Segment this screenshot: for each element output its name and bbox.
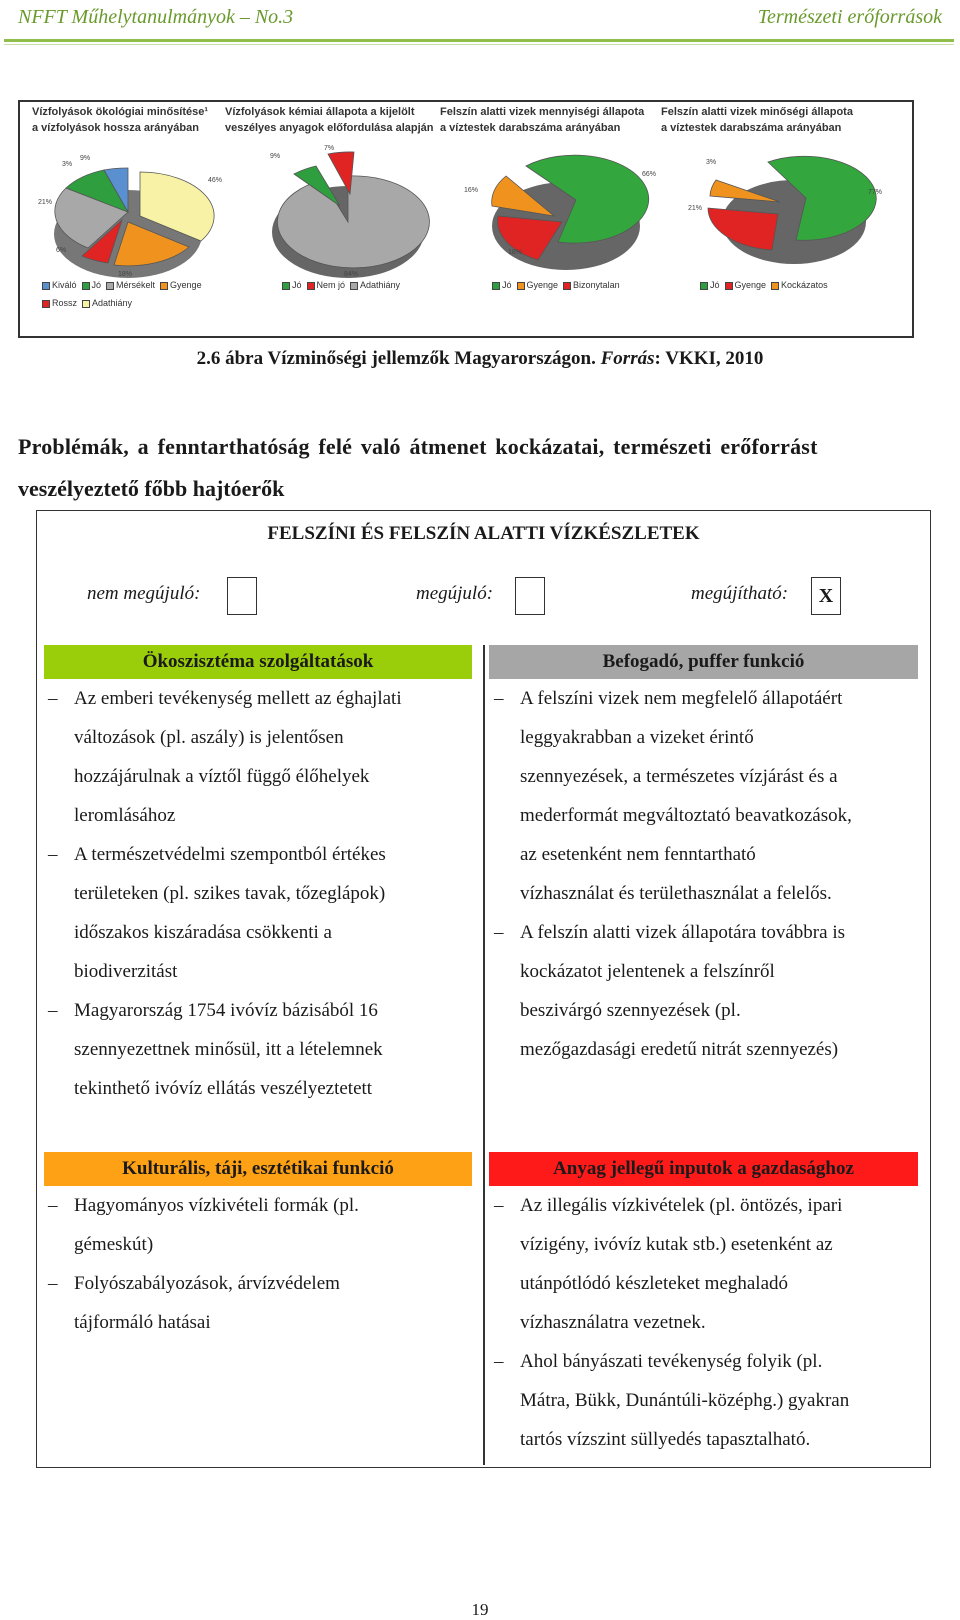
bullet-line: A természetvédelmi szempontból értékes (74, 844, 386, 865)
bullet-dash: – (48, 1195, 58, 1216)
legend-swatch (42, 282, 50, 290)
pie-1-label: 18% (118, 271, 133, 278)
legend-swatch (517, 282, 525, 290)
bullet-line: vízigény, ivóvíz kutak stb.) esetenként az (520, 1234, 833, 1255)
legend-swatch (563, 282, 571, 290)
bullet-line: Ahol bányászati tevékenység folyik (pl. (520, 1351, 823, 1372)
pie-2-label: 9% (270, 153, 281, 160)
bullet-line: tájformáló hatásai (74, 1312, 211, 1333)
bullet-dash: – (494, 1195, 504, 1216)
legend-label: Rossz (52, 298, 78, 308)
header-chapter: Természeti erőforrások (757, 6, 942, 28)
bullet-item (45, 835, 475, 991)
legend-item (350, 280, 400, 290)
pie-3-label: 18% (508, 249, 523, 256)
section-head-okoszisztema: Ökoszisztéma szolgáltatások (44, 645, 472, 679)
legend-item (563, 280, 620, 290)
header-publication: NFFT Műhelytanulmányok – No.3 (18, 6, 294, 28)
caption-source-label: Forrás (600, 348, 655, 369)
bullet-dash: – (48, 844, 58, 865)
bullet-dash: – (48, 1273, 58, 1294)
bullet-line: Az illegális vízkivételek (pl. öntözés, ipari (520, 1195, 843, 1216)
pie-3-title-line: a víztestek darabszáma arányában (440, 122, 621, 134)
legend-swatch (282, 282, 290, 290)
bullet-line: utánpótlódó készleteket meghaladó (520, 1273, 789, 1294)
checkbox-megujulo[interactable] (515, 577, 545, 615)
legend-label: Gyenge (526, 280, 559, 290)
bullet-line: leggyakrabban a vizeket érintő (520, 727, 754, 748)
pie-2-legend (282, 276, 405, 294)
bullet-line: A felszín alatti vizek állapotára továbbra is (520, 922, 845, 943)
legend-row (700, 276, 833, 294)
section-head-befogado: Befogadó, puffer funkció (489, 645, 918, 679)
legend-swatch (160, 282, 168, 290)
section-head-anyag: Anyag jellegű inputok a gazdasághoz (489, 1152, 918, 1186)
bullet-line: beszivárgó szennyezések (pl. (520, 1000, 741, 1021)
pie-4-title (661, 104, 853, 136)
bullet-line: változások (pl. aszály) is jelentősen (74, 727, 344, 748)
bullet-item (491, 913, 923, 1069)
legend-label: Jó (710, 280, 720, 290)
pie-1-title-line: Vízfolyások ökológiai minősítése¹ (32, 106, 209, 118)
legend-item (307, 280, 346, 290)
caption-main: 2.6 ábra Vízminőségi jellemzők Magyarországon. (196, 348, 596, 369)
pie-1-label: 3% (62, 161, 73, 168)
checkbox-label-megujulo: megújuló: (416, 583, 494, 604)
legend-label: Adathiány (360, 280, 401, 290)
bullet-line: mezőgazdasági eredetű nitrát szennyezés) (520, 1039, 839, 1060)
bullet-dash: – (48, 1000, 58, 1021)
legend-swatch (350, 282, 358, 290)
bullet-line: mederformát megváltoztató beavatkozások, (520, 805, 852, 826)
water-resources-box (36, 510, 931, 1468)
checkbox-label-megujithato: megújítható: (691, 583, 789, 604)
pie-2-title (225, 104, 433, 136)
legend-swatch (106, 282, 114, 290)
bullet-dash: – (494, 1351, 504, 1372)
legend-label: Bizonytalan (573, 280, 620, 290)
pie-slice-gyenge (708, 208, 778, 250)
legend-item (82, 298, 132, 308)
bullet-line: vízhasználatra vezetnek. (520, 1312, 706, 1333)
legend-item (517, 280, 559, 290)
water-quality-figure (18, 100, 914, 338)
pie-4-groundwater-quality (676, 142, 896, 282)
bullet-line: leromlásához (74, 805, 176, 826)
pie-1-title-line: a vízfolyások hossza arányában (32, 122, 199, 134)
pie-2-title-line: veszélyes anyagok előfordulása alapján (225, 122, 434, 134)
pie-4-label: 3% (706, 159, 717, 166)
pie-2-title-line: Vízfolyások kémiai állapota a kijelölt (225, 106, 415, 118)
pie-3-legend (492, 276, 625, 294)
pie-2-label: 7% (324, 145, 335, 152)
legend-item (492, 280, 512, 290)
legend-label: Kiváló (52, 280, 77, 290)
legend-label: Jó (502, 280, 512, 290)
legend-label: Gyenge (170, 280, 202, 290)
bullet-dash: – (494, 922, 504, 943)
bullet-line: biodiverzitást (74, 961, 178, 982)
bullet-line: területeken (pl. szikes tavak, tőzeglápok) (74, 883, 386, 904)
legend-label: Mérsékelt (116, 280, 156, 290)
bullet-item (491, 1342, 923, 1459)
checkbox-label-nem-megujulo: nem megújuló: (87, 583, 201, 604)
bullet-line: gémeskút) (74, 1234, 154, 1255)
legend-swatch (492, 282, 500, 290)
legend-label: Gyenge (734, 280, 767, 290)
bullets-befogado (491, 679, 923, 1069)
bullet-line: tartós vízszint süllyedés tapasztalható. (520, 1429, 811, 1450)
pie-3-groundwater-quantity (456, 142, 656, 282)
legend-label: Adathiány (92, 298, 133, 308)
bullet-line: tekinthető ivóvíz ellátás veszélyeztetett (74, 1078, 373, 1099)
pie-4-label: 21% (688, 205, 703, 212)
legend-item (725, 280, 767, 290)
checkbox-nem-megujulo[interactable] (227, 577, 257, 615)
bullet-dash: – (494, 688, 504, 709)
bullets-anyag (491, 1186, 923, 1459)
page-number: 19 (471, 1600, 489, 1619)
bullet-line: szennyezettnek minősül, itt a lételemnek (74, 1039, 383, 1060)
header-rule-thin (4, 44, 954, 45)
section-head-kulturalis: Kulturális, táji, esztétikai funkció (44, 1152, 472, 1186)
legend-label: Kockázatos (781, 280, 828, 290)
pie-3-title-line: Felszín alatti vizek mennyiségi állapota (440, 106, 645, 118)
legend-swatch (700, 282, 708, 290)
bullet-line: hozzájárulnak a víztől függő élőhelyek (74, 766, 370, 787)
pie-4-legend (700, 276, 833, 294)
box-title: FELSZÍNI ÉS FELSZÍN ALATTI VÍZKÉSZLETEK (267, 523, 700, 544)
legend-row (492, 276, 625, 294)
running-header (18, 0, 942, 40)
bullet-line: kockázatot jelentenek a felszínről (520, 961, 775, 982)
bullet-item (45, 1264, 475, 1342)
pie-1-ecological-status (28, 142, 228, 282)
column-divider (483, 645, 485, 1465)
bullet-line: A felszíni vizek nem megfelelő állapotáért (520, 688, 843, 709)
legend-item (42, 280, 77, 290)
legend-label: Nem jó (316, 280, 346, 290)
pie-1-label: 9% (80, 155, 91, 162)
legend-label: Jó (91, 280, 102, 290)
legend-item (160, 280, 202, 290)
checkbox-megujithato[interactable]: X (811, 577, 841, 615)
legend-swatch (82, 282, 90, 290)
legend-item (771, 280, 828, 290)
legend-swatch (725, 282, 733, 290)
pie-4-title-line: Felszín alatti vizek minőségi állapota (661, 106, 853, 118)
legend-item (282, 280, 302, 290)
pie-1-label: 21% (38, 199, 53, 206)
legend-row (282, 276, 405, 294)
legend-item (700, 280, 720, 290)
legend-item (106, 280, 155, 290)
pie-1-title (32, 104, 208, 136)
legend-item (82, 280, 102, 290)
pie-slice-adathiany (277, 176, 429, 268)
bullet-line: szennyezések, a természetes vízjárást és a (520, 766, 838, 787)
bullet-item (45, 679, 475, 835)
legend-row (42, 276, 207, 294)
pie-2-chemical-status (248, 142, 448, 282)
pie-3-label: 66% (642, 171, 656, 178)
bullet-line: Az emberi tevékenység mellett az éghajlati (74, 688, 402, 709)
legend-swatch (42, 300, 50, 308)
bullet-line: vízhasználat és területhasználat a felelős. (520, 883, 832, 904)
pie-1-label: 6% (56, 247, 67, 254)
pie-4-title-line: a víztestek darabszáma arányában (661, 122, 842, 134)
bullet-item (45, 1186, 475, 1264)
legend-label: Jó (292, 280, 302, 290)
pie-3-title (440, 104, 644, 136)
pie-1-legend (42, 276, 207, 312)
bullet-item (491, 1186, 923, 1342)
figure-caption (0, 348, 960, 370)
pie-3-label: 16% (464, 187, 479, 194)
bullet-line: Folyószabályozások, árvízvédelem (74, 1273, 340, 1294)
bullet-line: Hagyományos vízkivételi formák (pl. (74, 1195, 359, 1216)
bullet-item (491, 679, 923, 913)
legend-item (42, 298, 77, 308)
bullets-kulturalis (45, 1186, 475, 1342)
section-title (18, 425, 948, 511)
caption-source: : VKKI, 2010 (654, 348, 764, 369)
section-title-line: veszélyeztető főbb hajtóerők (18, 476, 285, 501)
pie-1-label: 46% (208, 177, 223, 184)
pie-2-label: 84% (344, 271, 359, 278)
bullet-line: Mátra, Bükk, Dunántúli-középhg.) gyakran (520, 1390, 850, 1411)
bullet-line: időszakos kiszáradása csökkenti a (74, 922, 332, 943)
bullet-dash: – (48, 688, 58, 709)
bullet-line: Magyarország 1754 ivóvíz bázisából 16 (74, 1000, 378, 1021)
pie-4-label: 77% (868, 189, 883, 196)
bullets-okoszisztema (45, 679, 475, 1108)
bullet-item (45, 991, 475, 1108)
section-title-line: Problémák, a fenntarthatóság felé való átmenet kockázatai, természeti erőforrást (18, 434, 818, 459)
header-rule (4, 39, 954, 42)
legend-swatch (771, 282, 779, 290)
legend-swatch (307, 282, 315, 290)
bullet-line: az esetenként nem fenntartható (520, 844, 756, 865)
legend-swatch (82, 300, 90, 308)
legend-row (42, 294, 207, 312)
